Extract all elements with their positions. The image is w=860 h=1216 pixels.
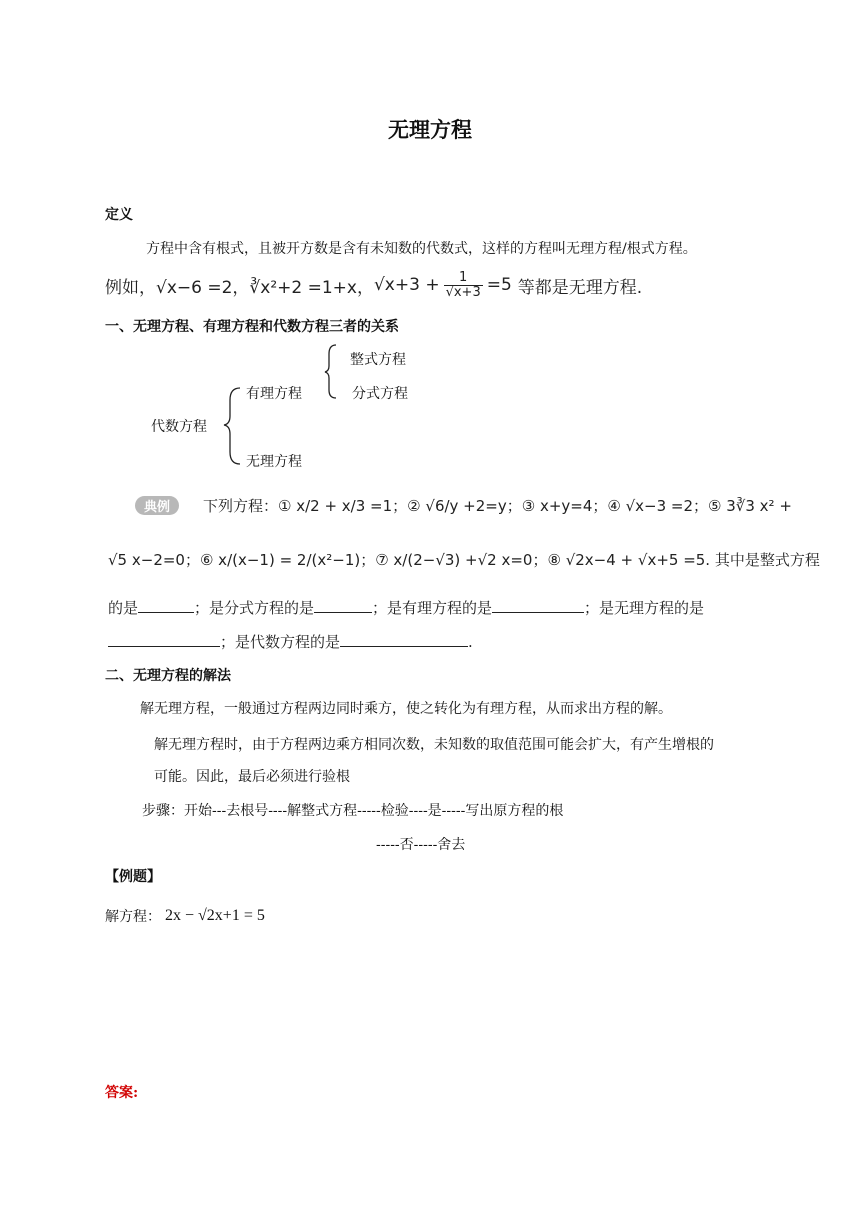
tree-node-rational: 有理方程	[246, 386, 302, 402]
period: .	[468, 633, 473, 651]
brace-large	[224, 388, 240, 464]
example-equation-2: ∛x²+2 =1+x，	[249, 277, 374, 298]
blank-label-fractional: ；是分式方程的是	[194, 599, 315, 617]
page-title: 无理方程	[388, 117, 472, 142]
blank-label-rational: ；是有理方程的是	[372, 599, 493, 617]
blank-algebraic[interactable]	[340, 630, 468, 647]
solving-paragraph-1: 解无理方程，一般通过方程两边同时乘方，使之转化为有理方程，从而求出方程的解。	[140, 701, 672, 717]
typical-example-line-4	[108, 630, 473, 652]
tree-root-algebraic: 代数方程	[151, 419, 207, 435]
typical-example-text-1: 下列方程：① x/2 + x/3 =1；② √6/y +2=y；③ x+y=4；④ √x−3 =2；⑤ 3∛3 x² +	[203, 497, 792, 515]
solving-steps-no-branch: -----否-----舍去	[376, 837, 466, 853]
example-prompt: 解方程：	[105, 909, 161, 925]
example-equation: 2x − √2x+1 = 5	[165, 907, 265, 924]
blank-label-irrational: ；是无理方程的是	[584, 599, 705, 617]
section2-heading: 二、无理方程的解法	[105, 668, 231, 684]
fraction-denominator: √x+3	[445, 284, 481, 300]
fraction-numerator: 1	[444, 271, 483, 286]
tree-node-integral: 整式方程	[350, 352, 406, 368]
blank-fractional[interactable]	[314, 596, 372, 613]
typical-example-line-2: √5 x−2=0；⑥ x/(x−1) = 2/(x²−1)；⑦ x/(2−√3) +√2 x=0；⑧ √2x−4 + √x+5 =5. 其中是整式方程	[108, 551, 820, 569]
solving-steps: 步骤：开始---去根号----解整式方程-----检验----是-----写出原方程的根	[142, 803, 564, 819]
section1-heading: 一、无理方程、有理方程和代数方程三者的关系	[105, 319, 399, 335]
blank-irrational[interactable]	[108, 630, 220, 647]
tree-node-fractional: 分式方程	[352, 386, 408, 402]
example-equation-1: √x−6 =2，	[156, 277, 250, 298]
example-equation-3-rhs: =5	[486, 275, 512, 295]
answer-label: 答案:	[105, 1085, 139, 1101]
example-heading: 【例题】	[105, 869, 161, 885]
definition-text: 方程中含有根式，且被开方数是含有未知数的代数式，这样的方程叫无理方程/根式方程。	[146, 241, 697, 257]
classification-braces	[0, 0, 860, 500]
example-problem	[105, 906, 265, 926]
example-prefix: 例如，	[105, 277, 156, 298]
typical-example-line-1	[135, 495, 792, 516]
solving-paragraph-2b: 可能。因此，最后必须进行验根	[154, 769, 350, 785]
typical-example-line-3	[108, 596, 704, 618]
brace-small	[325, 345, 336, 398]
blank-label-integral: 的是	[108, 599, 139, 617]
blank-integral[interactable]	[138, 596, 194, 613]
example-suffix: 等都是无理方程.	[517, 277, 643, 298]
typical-example-tag: 典例	[135, 496, 179, 515]
definition-heading: 定义	[105, 207, 133, 223]
tree-node-irrational: 无理方程	[246, 454, 302, 470]
blank-label-algebraic: ；是代数方程的是	[220, 633, 341, 651]
blank-rational[interactable]	[492, 596, 584, 613]
example-equation-3-lhs: √x+3 +	[373, 275, 440, 295]
solving-paragraph-2a: 解无理方程时，由于方程两边乘方相同次数，未知数的取值范围可能会扩大，有产生增根的	[154, 737, 714, 753]
